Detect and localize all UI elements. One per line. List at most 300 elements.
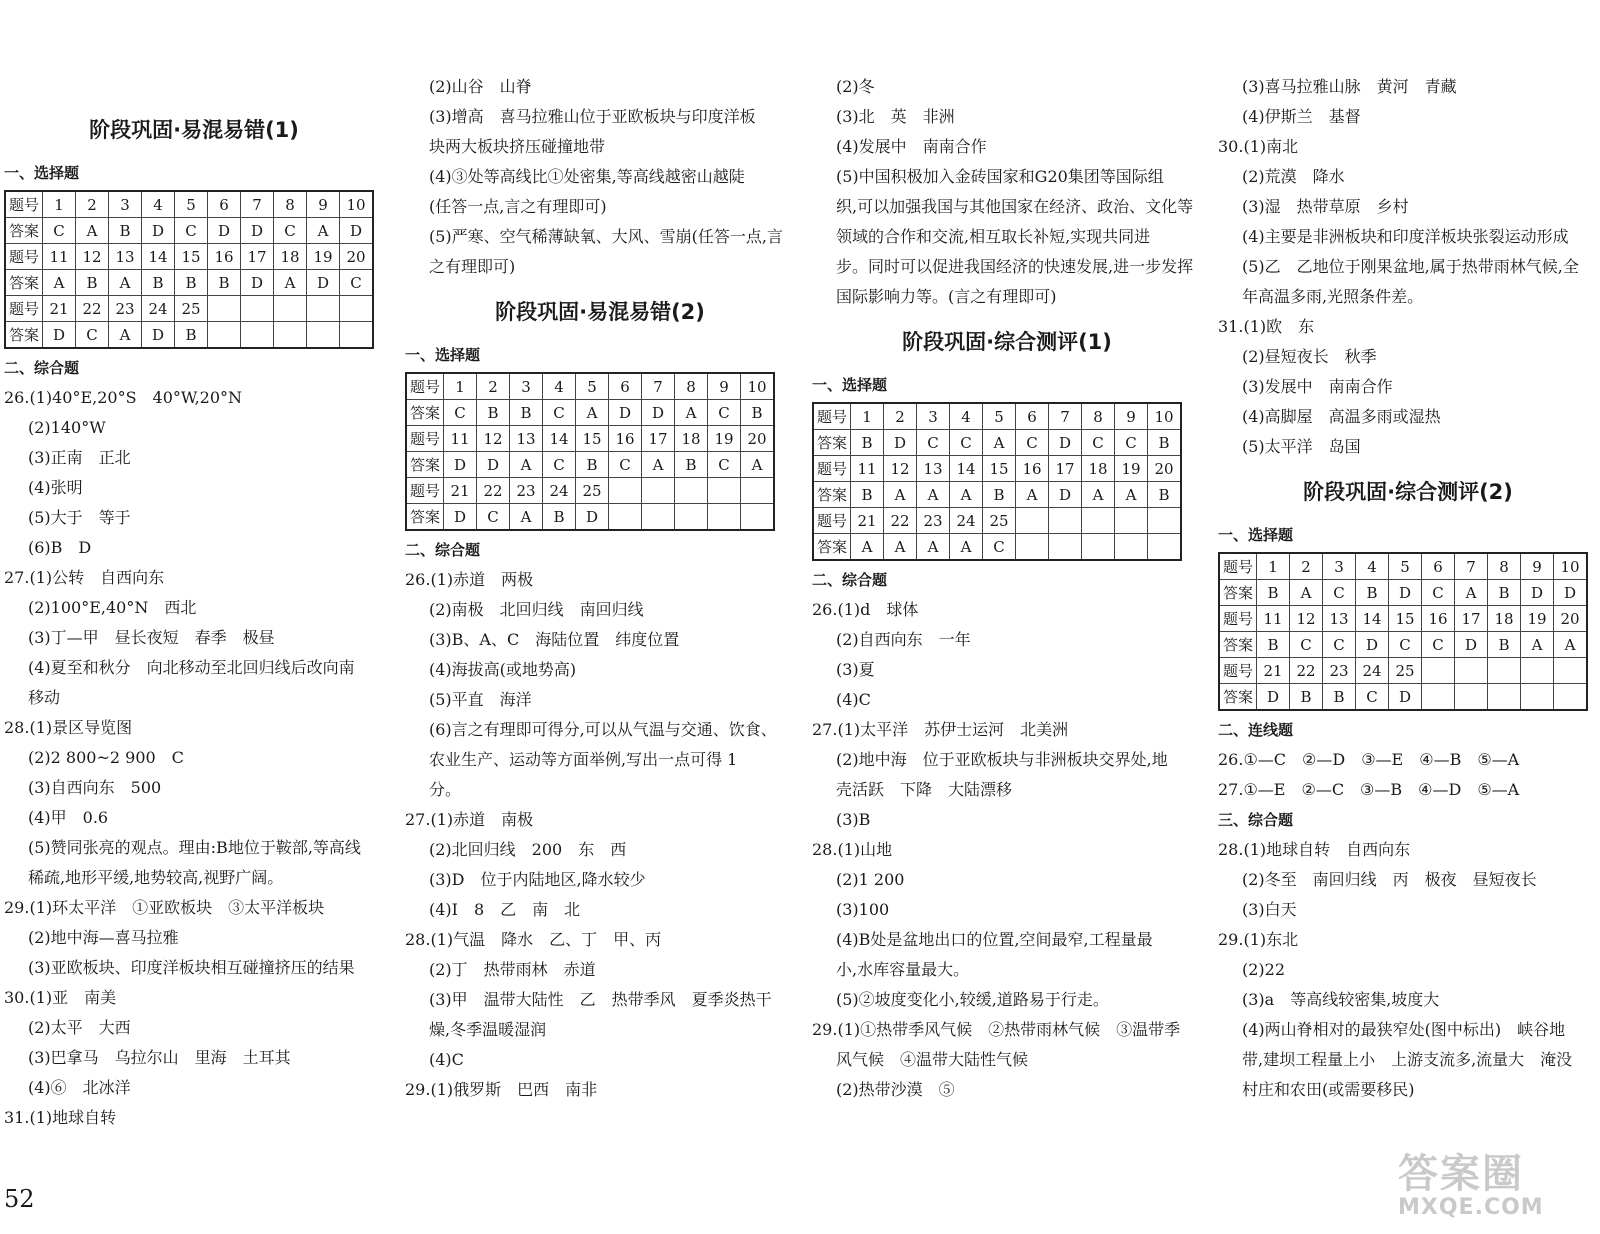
answer-line: (2)冬	[836, 77, 875, 96]
answer-line: 稀疏,地形平缓,地势较高,视野广阔。	[28, 868, 284, 887]
answer-line: 块两大板块挤压碰撞地带	[429, 137, 606, 156]
table-cell: D	[241, 270, 274, 296]
answer-line: (5)平直 海洋	[429, 690, 532, 709]
answer-line: (2)100°E,40°N 西北	[28, 598, 197, 617]
table-cell: A	[109, 270, 142, 296]
table-row	[5, 296, 373, 322]
table-row	[813, 430, 1181, 456]
table-cell: 18	[1082, 456, 1115, 482]
answer-line: (4)发展中 南南合作	[836, 137, 987, 156]
table-cell: 6	[609, 373, 642, 400]
table-cell	[708, 504, 741, 531]
table-cell: C	[1389, 632, 1422, 658]
answer-line: 之有理即可)	[429, 257, 516, 276]
table-cell: D	[142, 322, 175, 349]
table-cell: 17	[241, 244, 274, 270]
table-cell: C	[175, 218, 208, 244]
table-row	[1219, 580, 1587, 606]
table-cell: 6	[208, 191, 241, 218]
table-cell: A	[43, 270, 76, 296]
table-cell: C	[274, 218, 307, 244]
table-cell: D	[609, 400, 642, 426]
answer-line: (3)喜马拉雅山脉 黄河 青藏	[1242, 77, 1457, 96]
table-cell	[1554, 684, 1588, 711]
table-row-header: 答案	[1219, 580, 1257, 606]
table-row	[5, 244, 373, 270]
table-cell	[1148, 508, 1182, 534]
answer-line: (4)C	[429, 1050, 464, 1069]
table-cell: D	[1257, 684, 1290, 711]
table-cell: 3	[1323, 553, 1356, 580]
page-number: 52	[4, 1185, 35, 1213]
table-cell	[208, 322, 241, 349]
table-cell: 16	[1422, 606, 1455, 632]
table-cell: D	[444, 504, 477, 531]
table-cell: 10	[1148, 403, 1182, 430]
table-cell: D	[43, 322, 76, 349]
table-cell	[1115, 534, 1148, 561]
table-row-header: 题号	[813, 456, 851, 482]
table-cell: B	[1257, 580, 1290, 606]
answer-line: (5)大于 等于	[28, 508, 131, 527]
answer-line: (3)a 等高线较密集,坡度大	[1242, 990, 1440, 1009]
table-cell: D	[307, 270, 340, 296]
table-cell	[1016, 508, 1049, 534]
table-row	[406, 478, 774, 504]
table-row-header: 题号	[5, 296, 43, 322]
table-cell: C	[1356, 684, 1389, 711]
table-cell: 8	[1488, 553, 1521, 580]
answer-line: 步。同时可以促进我国经济的快速发展,进一步发挥	[836, 257, 1194, 276]
table-cell: 6	[1422, 553, 1455, 580]
table-row	[813, 482, 1181, 508]
answer-line: 26.(1)赤道 两极	[405, 570, 534, 589]
table-cell	[1455, 684, 1488, 711]
table-cell: 10	[741, 373, 775, 400]
table-cell	[741, 504, 775, 531]
table-cell: 20	[1554, 606, 1588, 632]
table-cell: B	[1257, 632, 1290, 658]
answer-lines	[4, 383, 384, 1133]
table-cell: 11	[851, 456, 884, 482]
table-cell: D	[1455, 632, 1488, 658]
answer-line: (3)白天	[1242, 900, 1297, 919]
comprehensive-heading: 三、综合题	[1218, 811, 1294, 829]
column-4	[1218, 72, 1598, 1105]
answer-line: (3)夏	[836, 660, 875, 679]
table-cell: C	[1082, 430, 1115, 456]
table-cell: 19	[307, 244, 340, 270]
answer-line: (3)北 英 非洲	[836, 107, 955, 126]
table-row-header: 答案	[813, 534, 851, 561]
matching-heading: 二、连线题	[1218, 721, 1294, 739]
table-cell: C	[950, 430, 983, 456]
table-row-header: 答案	[5, 322, 43, 349]
table-cell: 17	[642, 426, 675, 452]
table-row-header: 题号	[5, 244, 43, 270]
table-cell: C	[609, 452, 642, 478]
comprehensive-heading: 二、综合题	[405, 541, 481, 559]
table-cell: 6	[1016, 403, 1049, 430]
table-cell: B	[675, 452, 708, 478]
answer-line: 30.(1)南北	[1218, 137, 1299, 156]
table-cell: 5	[983, 403, 1016, 430]
table-row-header: 题号	[1219, 658, 1257, 684]
answer-line: 26.(1)d 球体	[812, 600, 919, 619]
table-cell: C	[1115, 430, 1148, 456]
table-cell	[208, 296, 241, 322]
answer-line: (4)张明	[28, 478, 83, 497]
table-row-header: 答案	[1219, 632, 1257, 658]
table-cell: C	[543, 452, 576, 478]
table-cell: B	[1148, 482, 1182, 508]
table-cell: 25	[1389, 658, 1422, 684]
answer-line: (4)甲 0.6	[28, 808, 109, 827]
table-cell: A	[917, 482, 950, 508]
table-cell: A	[1521, 632, 1554, 658]
table-cell	[609, 478, 642, 504]
table-cell: D	[576, 504, 609, 531]
answer-line: 28.(1)景区导览图	[4, 718, 133, 737]
answer-line: (2)北回归线 200 东 西	[429, 840, 627, 859]
answer-line: (3)自西向东 500	[28, 778, 162, 797]
table-cell	[741, 478, 775, 504]
answer-line: 国际影响力等。(言之有理即可)	[836, 287, 1057, 306]
answer-line: 27.(1)赤道 南极	[405, 810, 534, 829]
answer-line: (2)地中海 位于亚欧板块与非洲板块交界处,地	[836, 750, 1168, 769]
answer-line: (2)太平 大西	[28, 1018, 131, 1037]
table-cell	[1422, 684, 1455, 711]
table-cell: 21	[1257, 658, 1290, 684]
table-cell: 1	[444, 373, 477, 400]
table-cell: 8	[1082, 403, 1115, 430]
watermark-url: MXQE.COM	[1398, 1195, 1544, 1220]
table-cell: 24	[142, 296, 175, 322]
table-cell: A	[1554, 632, 1588, 658]
answer-line: 28.(1)山地	[812, 840, 893, 859]
table-cell: 13	[510, 426, 543, 452]
table-cell: A	[307, 218, 340, 244]
table-cell: A	[510, 452, 543, 478]
answer-line: (任答一点,言之有理即可)	[429, 197, 607, 216]
table-cell: A	[950, 482, 983, 508]
table-row	[1219, 658, 1587, 684]
table-cell: B	[576, 452, 609, 478]
table-cell	[1082, 534, 1115, 561]
table-cell: 12	[477, 426, 510, 452]
table-cell: 14	[142, 244, 175, 270]
table-row	[1219, 632, 1587, 658]
table-cell	[274, 296, 307, 322]
table-cell: 15	[983, 456, 1016, 482]
table-cell: A	[675, 400, 708, 426]
table-cell: 5	[1389, 553, 1422, 580]
table-cell: A	[510, 504, 543, 531]
table-cell: 16	[609, 426, 642, 452]
table-cell: 11	[444, 426, 477, 452]
table-cell: C	[1323, 580, 1356, 606]
answer-line: 风气候 ④温带大陆性气候	[836, 1050, 1029, 1069]
table-cell: C	[1016, 430, 1049, 456]
table-cell: 23	[510, 478, 543, 504]
answer-line: (3)B	[836, 810, 871, 829]
answer-line: (4)C	[836, 690, 871, 709]
table-cell: A	[884, 482, 917, 508]
table-cell	[307, 296, 340, 322]
table-cell: A	[1016, 482, 1049, 508]
table-cell: C	[1323, 632, 1356, 658]
table-cell: D	[142, 218, 175, 244]
answer-line: (2)1 200	[836, 870, 905, 889]
table-row-header: 题号	[813, 508, 851, 534]
answer-line: (2)南极 北回归线 南回归线	[429, 600, 644, 619]
table-cell: 16	[1016, 456, 1049, 482]
table-cell: B	[851, 430, 884, 456]
table-row-header: 题号	[1219, 553, 1257, 580]
table-cell	[1455, 658, 1488, 684]
table-cell	[1148, 534, 1182, 561]
table-cell: A	[76, 218, 109, 244]
table-cell: B	[851, 482, 884, 508]
table-row-header: 答案	[5, 270, 43, 296]
table-cell: 24	[1356, 658, 1389, 684]
answer-lines	[1218, 835, 1598, 1105]
answer-line: 28.(1)地球自转 自西向东	[1218, 840, 1411, 859]
table-cell: B	[983, 482, 1016, 508]
answer-line: (2)22	[1242, 960, 1286, 979]
table-cell: 19	[1521, 606, 1554, 632]
answer-line: (2)昼短夜长 秋季	[1242, 347, 1377, 366]
answer-line: (3)湿 热带草原 乡村	[1242, 197, 1409, 216]
table-cell: 7	[1049, 403, 1082, 430]
answer-line: 带,建坝工程量上小 上游支流多,流量大 淹没	[1242, 1050, 1573, 1069]
answer-line: (5)太平洋 岛国	[1242, 437, 1361, 456]
table-cell: B	[1323, 684, 1356, 711]
table-cell: 11	[43, 244, 76, 270]
answer-table	[4, 190, 374, 349]
table-cell: C	[708, 400, 741, 426]
table-cell	[1554, 658, 1588, 684]
column-3	[812, 72, 1202, 1105]
answer-line: (2)丁 热带雨林 赤道	[429, 960, 596, 979]
answer-line: 小,水库容量最大。	[836, 960, 970, 979]
table-cell: 25	[175, 296, 208, 322]
table-cell	[1488, 658, 1521, 684]
table-cell: D	[340, 218, 374, 244]
comprehensive-heading: 二、综合题	[812, 571, 888, 589]
table-cell: 14	[1356, 606, 1389, 632]
table-cell: 9	[1521, 553, 1554, 580]
answer-line: (3)正南 正北	[28, 448, 131, 467]
answer-lines	[812, 595, 1202, 1105]
table-cell: 8	[675, 373, 708, 400]
table-cell: 4	[1356, 553, 1389, 580]
table-cell	[1082, 508, 1115, 534]
table-cell: B	[1488, 632, 1521, 658]
table-cell	[1115, 508, 1148, 534]
answer-lines	[405, 72, 795, 282]
table-cell: 12	[1290, 606, 1323, 632]
table-cell: 10	[1554, 553, 1588, 580]
answer-line: 27.(1)太平洋 苏伊士运河 北美洲	[812, 720, 1069, 739]
table-row-header: 题号	[406, 426, 444, 452]
table-cell: 20	[741, 426, 775, 452]
table-cell	[642, 478, 675, 504]
table-cell: 25	[983, 508, 1016, 534]
table-cell	[274, 322, 307, 349]
table-cell: 2	[1290, 553, 1323, 580]
answer-line: 29.(1)东北	[1218, 930, 1299, 949]
answer-line: (3)D 位于内陆地区,降水较少	[429, 870, 646, 889]
table-row	[5, 270, 373, 296]
table-cell: 8	[274, 191, 307, 218]
choice-heading: 一、选择题	[1218, 526, 1294, 544]
column-2	[405, 72, 795, 1105]
answer-line: 领域的合作和交流,相互取长补短,实现共同进	[836, 227, 1151, 246]
table-cell: 12	[884, 456, 917, 482]
choice-heading: 一、选择题	[4, 164, 80, 182]
table-cell: 13	[917, 456, 950, 482]
answer-line: (3)巴拿马 乌拉尔山 里海 土耳其	[28, 1048, 291, 1067]
table-cell: 4	[142, 191, 175, 218]
table-cell: B	[543, 504, 576, 531]
answer-line: 30.(1)亚 南美	[4, 988, 117, 1007]
table-cell: B	[1488, 580, 1521, 606]
table-cell: D	[208, 218, 241, 244]
table-cell: 9	[307, 191, 340, 218]
section-title: 阶段巩固·易混易错(1)	[89, 118, 299, 142]
table-cell: 2	[76, 191, 109, 218]
answer-line: (4)两山脊相对的最狭窄处(图中标出) 峡谷地	[1242, 1020, 1566, 1039]
table-cell	[609, 504, 642, 531]
table-cell: D	[1389, 684, 1422, 711]
table-row-header: 答案	[813, 482, 851, 508]
table-cell: 20	[340, 244, 374, 270]
answer-line: (2)地中海—喜马拉雅	[28, 928, 179, 947]
table-cell: 3	[510, 373, 543, 400]
table-cell: A	[983, 430, 1016, 456]
answer-line: 29.(1)环太平洋 ①亚欧板块 ③太平洋板块	[4, 898, 325, 917]
table-cell: 3	[917, 403, 950, 430]
answer-line: (4)③处等高线比①处密集,等高线越密山越陡	[429, 167, 745, 186]
table-row	[1219, 606, 1587, 632]
table-row-header: 答案	[406, 452, 444, 478]
table-cell: 7	[642, 373, 675, 400]
answer-line: 26.(1)40°E,20°S 40°W,20°N	[4, 388, 243, 407]
table-cell: A	[1115, 482, 1148, 508]
table-cell: A	[274, 270, 307, 296]
table-row	[813, 403, 1181, 430]
answer-line: 31.(1)欧 东	[1218, 317, 1315, 336]
table-cell: 21	[444, 478, 477, 504]
table-row-header: 题号	[5, 191, 43, 218]
table-cell: D	[444, 452, 477, 478]
table-cell: D	[1049, 482, 1082, 508]
answer-line: (4)主要是非洲板块和印度洋板块张裂运动形成	[1242, 227, 1569, 246]
table-cell: B	[1148, 430, 1182, 456]
table-cell	[1049, 508, 1082, 534]
answer-line: (2)山谷 山脊	[429, 77, 532, 96]
table-cell: 17	[1049, 456, 1082, 482]
answer-line: (3)发展中 南南合作	[1242, 377, 1393, 396]
table-cell	[340, 322, 374, 349]
table-cell: 18	[274, 244, 307, 270]
table-cell: 5	[175, 191, 208, 218]
answer-line: (3)B、A、C 海陆位置 纬度位置	[429, 630, 680, 649]
answer-table	[812, 402, 1182, 561]
answer-line: (4)⑥ 北冰洋	[28, 1078, 131, 1097]
table-row	[813, 508, 1181, 534]
answer-line: (2)冬至 南回归线 丙 极夜 昼短夜长	[1242, 870, 1537, 889]
table-cell: C	[477, 504, 510, 531]
table-cell: 9	[708, 373, 741, 400]
table-row-header: 题号	[1219, 606, 1257, 632]
answer-table	[1218, 552, 1588, 711]
table-cell: A	[1082, 482, 1115, 508]
answer-line: (2)140°W	[28, 418, 106, 437]
answer-table	[405, 372, 775, 531]
table-cell: 3	[109, 191, 142, 218]
table-row	[1219, 553, 1587, 580]
answer-lines	[405, 565, 795, 1105]
table-cell: B	[1290, 684, 1323, 711]
table-cell	[1521, 658, 1554, 684]
choice-heading: 一、选择题	[812, 376, 888, 394]
table-cell: 2	[477, 373, 510, 400]
answer-lines	[812, 72, 1202, 312]
table-cell: C	[43, 218, 76, 244]
table-cell: 1	[1257, 553, 1290, 580]
table-cell: 15	[1389, 606, 1422, 632]
table-cell: A	[576, 400, 609, 426]
table-cell: C	[340, 270, 374, 296]
watermark	[1398, 1142, 1544, 1220]
table-cell: 18	[675, 426, 708, 452]
table-cell: C	[708, 452, 741, 478]
table-cell: 22	[76, 296, 109, 322]
table-cell: 23	[1323, 658, 1356, 684]
table-cell: B	[76, 270, 109, 296]
table-cell: 24	[950, 508, 983, 534]
answer-line: (6)言之有理即可得分,可以从气温与交通、饮食、	[429, 720, 777, 739]
table-cell: C	[983, 534, 1016, 561]
table-row	[406, 504, 774, 531]
answer-line: (4)伊斯兰 基督	[1242, 107, 1361, 126]
table-cell: 14	[950, 456, 983, 482]
table-cell	[241, 296, 274, 322]
table-cell: 16	[208, 244, 241, 270]
table-cell: A	[109, 322, 142, 349]
answer-line: (5)乙 乙地位于刚果盆地,属于热带雨林气候,全	[1242, 257, 1579, 276]
answer-line: (4)海拔高(或地势高)	[429, 660, 577, 679]
table-cell	[675, 504, 708, 531]
table-cell: B	[477, 400, 510, 426]
table-row	[5, 218, 373, 244]
table-row-header: 题号	[813, 403, 851, 430]
answer-line: (3)增高 喜马拉雅山位于亚欧板块与印度洋板	[429, 107, 756, 126]
table-cell	[241, 322, 274, 349]
table-cell: 15	[576, 426, 609, 452]
answer-line: (5)中国积极加入金砖国家和G20集团等国际组	[836, 167, 1164, 186]
table-cell	[307, 322, 340, 349]
table-cell: B	[175, 270, 208, 296]
answer-lines	[1218, 745, 1598, 805]
table-row	[5, 322, 373, 349]
table-cell: B	[510, 400, 543, 426]
answer-line: 燥,冬季温暖湿润	[429, 1020, 547, 1039]
table-cell	[1422, 658, 1455, 684]
table-cell	[1488, 684, 1521, 711]
